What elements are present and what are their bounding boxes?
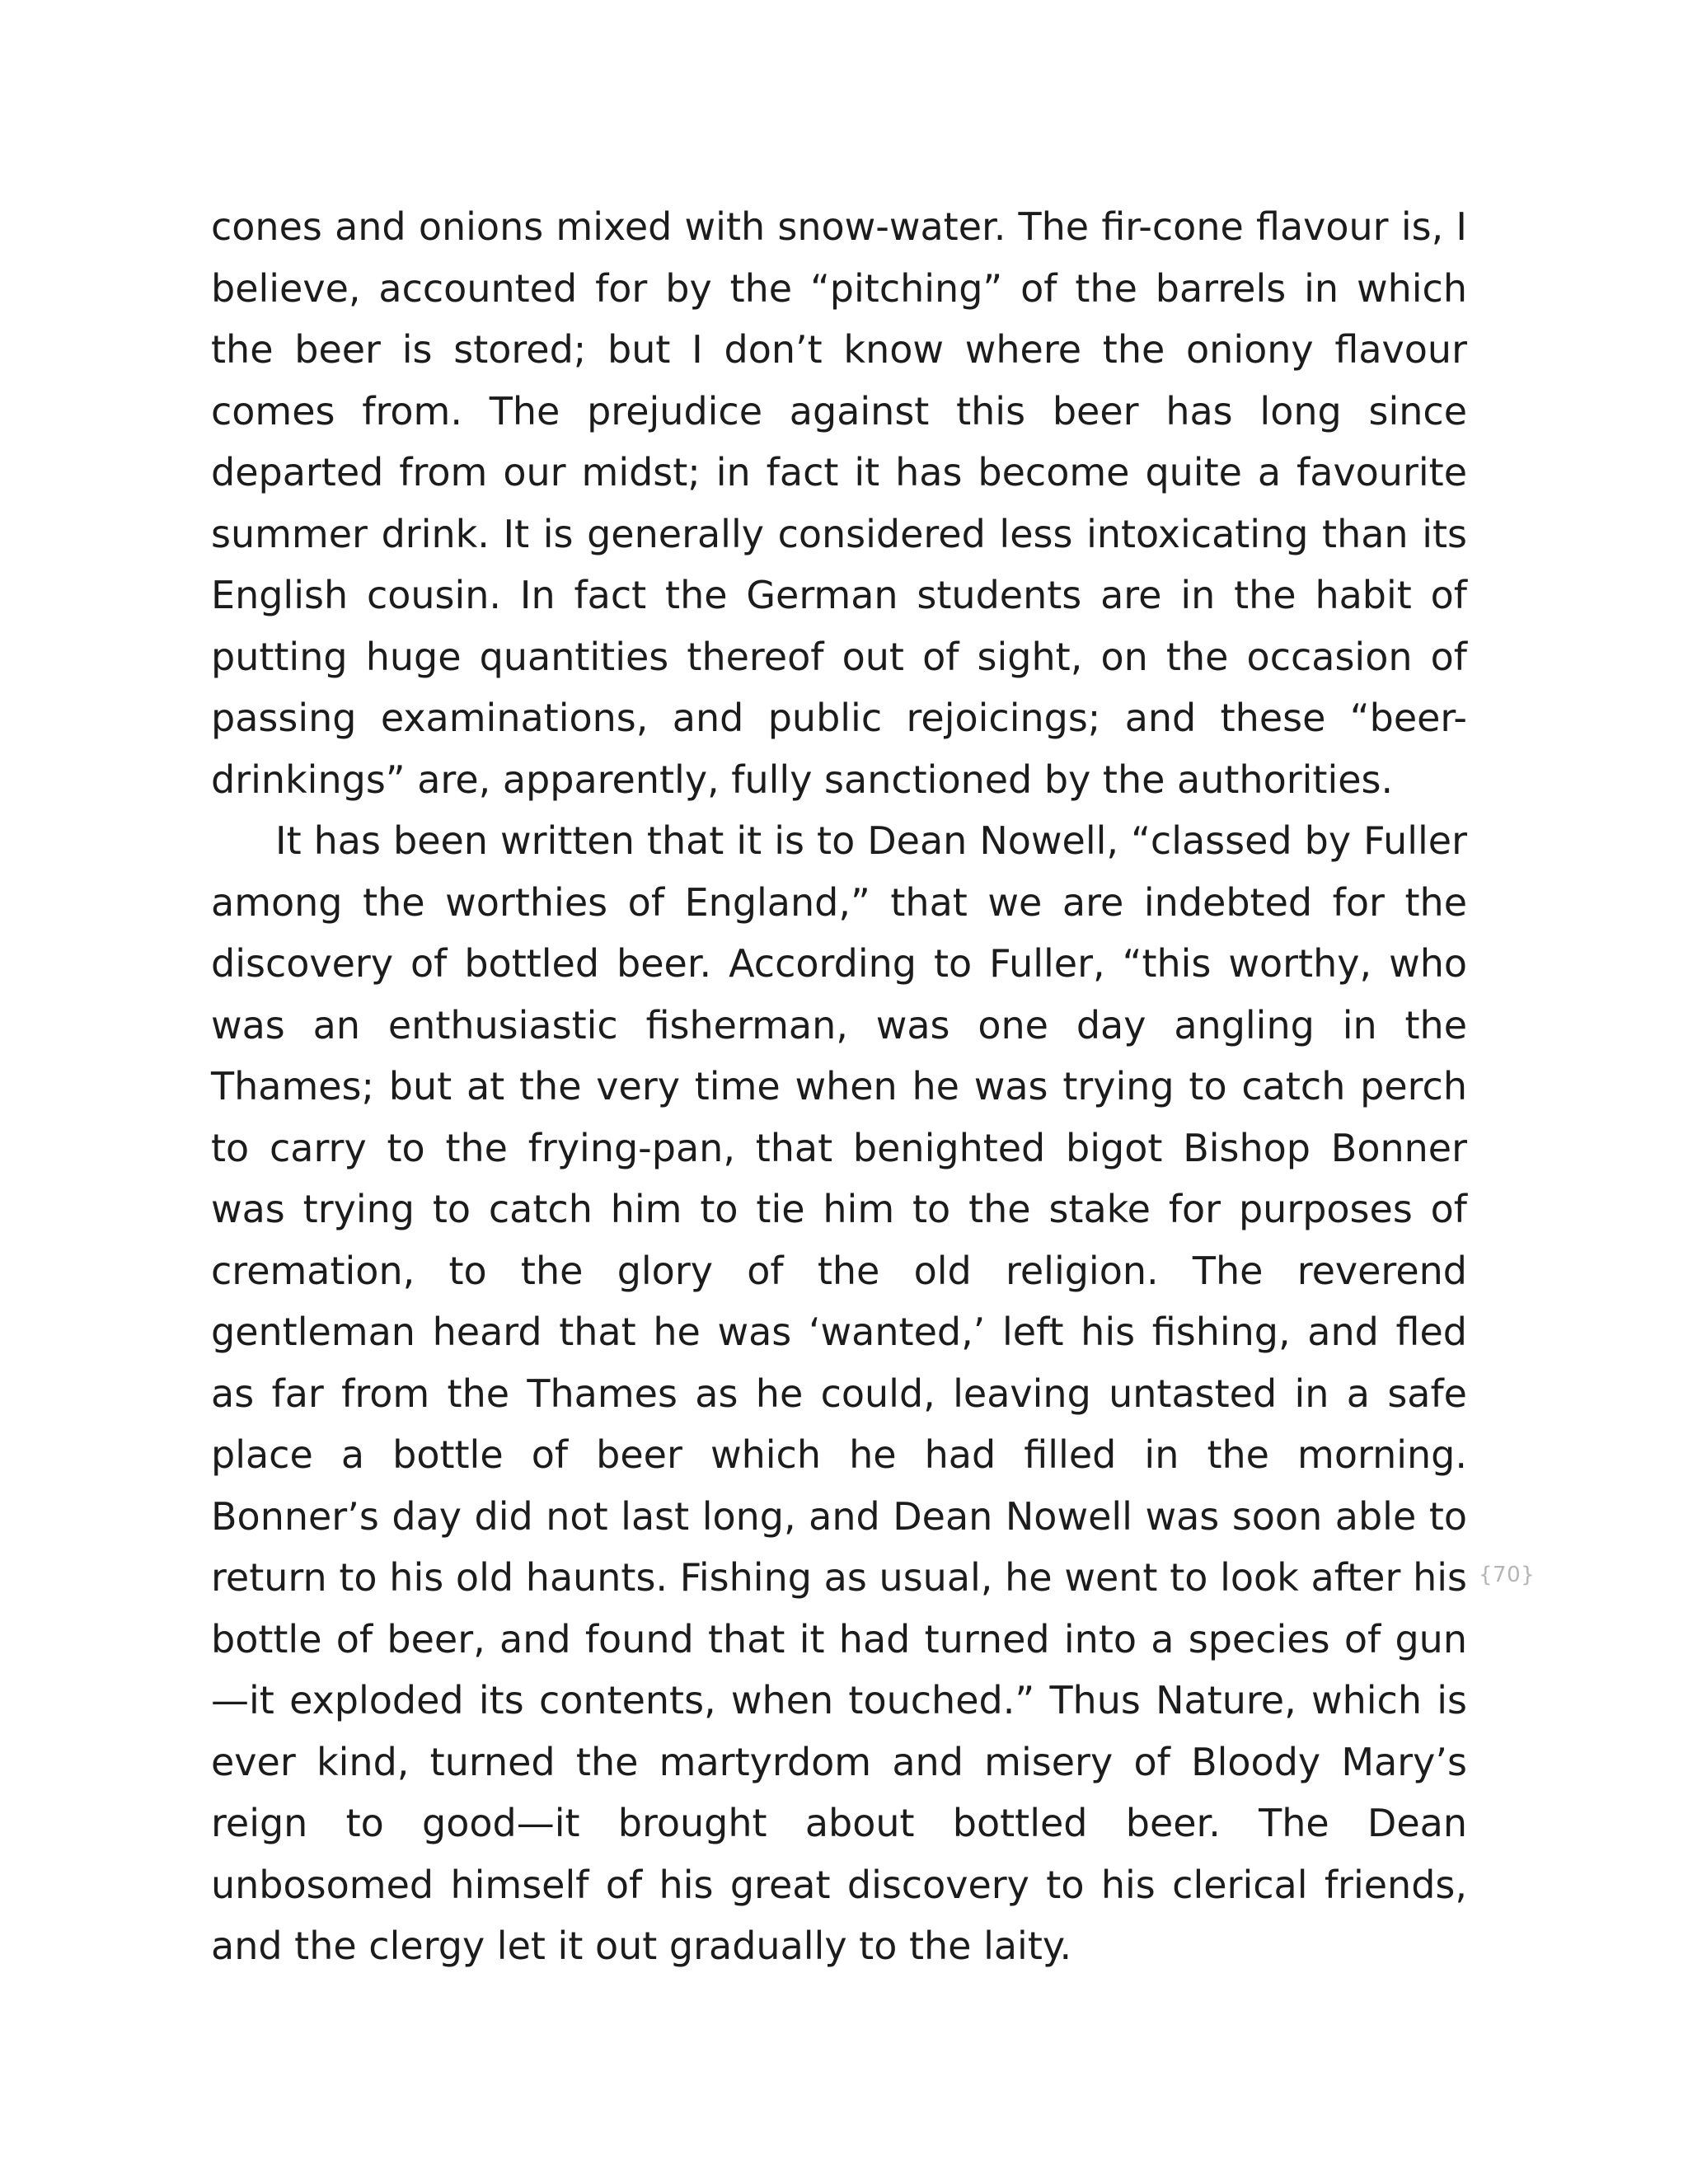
paragraph-2: It has been written that it is to Dean Nowell, “classed by Fuller among the worthies of England,” that we are indebted for the discovery of bottled beer. According to Fuller, “this worthy, who was an enthusiastic fisherman, was one day angling in the Thames; but at the very time when he was trying to catch perch to carry to the frying-pan, that benighted bigot Bishop Bonner was trying to catch him to tie him to the stake for purposes of cremation, to the glory of the old religion. The reverend gentleman heard that he was ‘wanted,’ left his fishing, and fled as far from the Thames as he could, leaving untasted in a safe place a bottle of beer which he had filled in the morning. Bonner’s day did not last long, and Dean Nowell was soon able to return to his old haunts. Fishing as usual, he went to look after his bottle of beer, and found that it had turned into a species of gun—it exploded its contents, when touched.” Thus Nature, which is ever kind, turned the martyrdom and misery of Bloody Mary’s reign to good—it brought about bottled beer. The Dean unbosomed himself of his great discovery to his clerical friends, and the clergy let it out gradually to the laity.	[211, 818, 1467, 1968]
page-body	[211, 196, 1467, 1977]
paragraph-1: cones and onions mixed with snow-water. The fir-cone flavour is, I believe, accounted for by the “pitching” of the barrels in which the beer is stored; but I don’t know where the oniony flavour comes from. The prejudice against this beer has long since departed from our midst; in fact it has become quite a favourite summer drink. It is generally considered less intoxicating than its English cousin. In fact the German students are in the habit of putting huge quantities thereof out of sight, on the occasion of passing examinations, and public rejoicings; and these “beer-drinkings” are, apparently, fully sanctioned by the authorities.	[211, 204, 1467, 802]
page-number: {70}	[1479, 1563, 1536, 1587]
